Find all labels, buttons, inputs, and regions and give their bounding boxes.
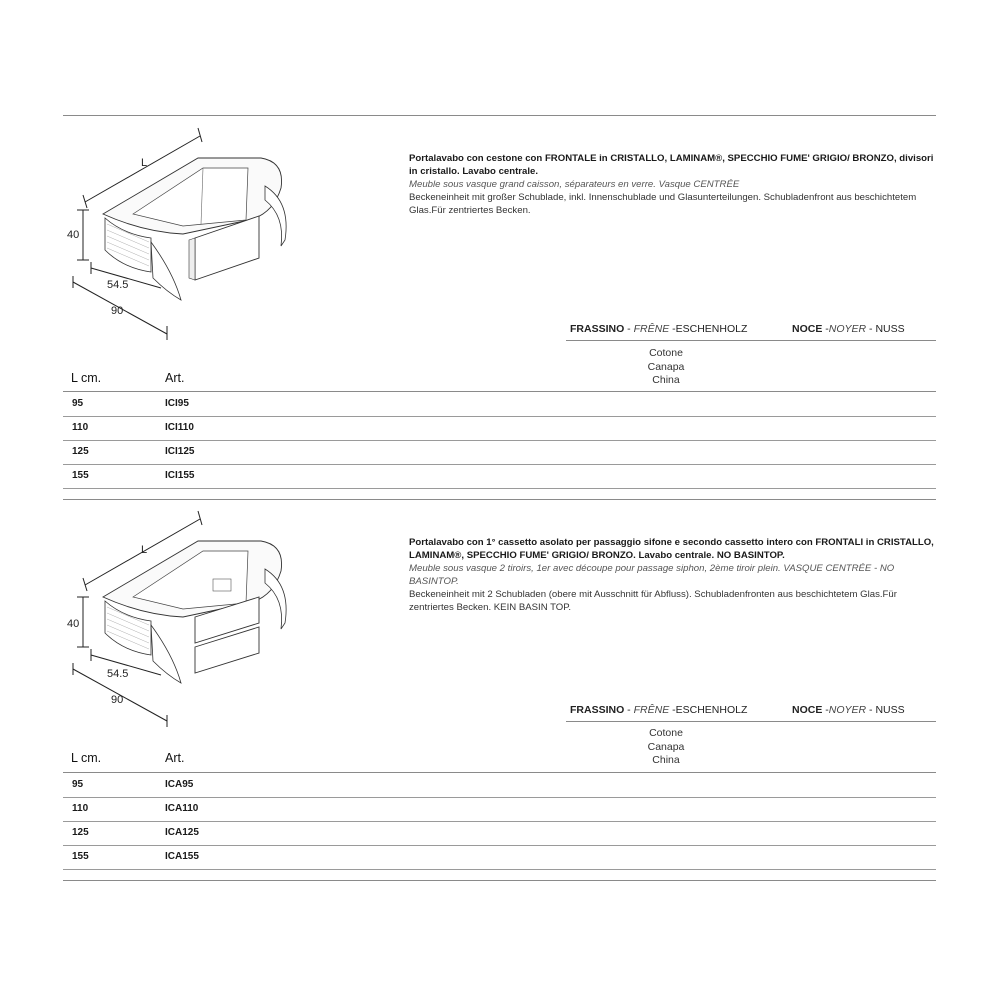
table-header-divider <box>63 772 936 773</box>
col-header-art: Art. <box>165 371 185 385</box>
table-row: 125 ICA125 <box>63 822 936 846</box>
product-description-1 <box>409 152 936 217</box>
description-fr: Meuble sous vasque 2 tiroirs, 1er avec découpe pour passage siphon, 2ème tiroir plein. VASQUE CENTRÉE - NO BASINTOP. <box>409 563 895 587</box>
bottom-divider <box>63 880 936 881</box>
color-china: China <box>652 374 680 386</box>
color-canapa: Canapa <box>647 740 685 753</box>
col-header-l: L cm. <box>71 371 102 385</box>
color-cotone: Cotone <box>649 727 683 739</box>
finish-noce: NOCE -NOYER - NUSS <box>792 323 905 335</box>
col-header-art: Art. <box>165 751 185 765</box>
table-row: 110 ICI110 <box>63 417 936 441</box>
dim-w-label: 90 <box>111 694 124 706</box>
table-row: 155 ICI155 <box>63 465 936 489</box>
dim-w-label: 90 <box>111 305 124 317</box>
table-row: 155 ICA155 <box>63 846 936 870</box>
color-list-1 <box>626 347 706 388</box>
section-divider <box>63 499 936 500</box>
vanity-drawing-2 <box>63 505 303 745</box>
table-row: 95 ICA95 <box>63 774 936 798</box>
table-header-divider <box>63 391 936 392</box>
finish-divider <box>566 340 936 341</box>
color-canapa: Canapa <box>647 360 685 373</box>
dim-h-label: 40 <box>67 229 80 241</box>
dim-d-label: 54.5 <box>107 668 129 680</box>
vanity-drawing-1 <box>63 122 303 362</box>
dim-d-label: 54.5 <box>107 279 129 291</box>
finish-frassino: FRASSINO - FRÊNE -ESCHENHOLZ <box>570 704 748 716</box>
description-it: Portalavabo con 1° cassetto asolato per passaggio sifone e secondo cassetto intero con FRONTALI in CRISTALLO, LAMINAM®, SPECCHIO FUME' GRIGIO/ BRONZO. Lavabo centrale. NO BASINTOP. <box>409 537 934 561</box>
finish-frassino: FRASSINO - FRÊNE -ESCHENHOLZ <box>570 323 748 335</box>
table-row: 125 ICI125 <box>63 441 936 465</box>
table-row: 95 ICI95 <box>63 393 936 417</box>
color-china: China <box>652 754 680 766</box>
finish-noce: NOCE -NOYER - NUSS <box>792 704 905 716</box>
top-divider <box>63 115 936 116</box>
dim-l-label: L <box>141 157 148 169</box>
color-cotone: Cotone <box>649 347 683 359</box>
description-it: Portalavabo con cestone con FRONTALE in CRISTALLO, LAMINAM®, SPECCHIO FUME' GRIGIO/ BRONZO, divisori in cristallo. Lavabo centrale. <box>409 153 934 177</box>
finish-divider <box>566 721 936 722</box>
description-de: Beckeneinheit mit großer Schublade, inkl. Innenschublade und Glasunterteilungen. Schubladenfront aus beschichtetem Glas.Für zentriertes Becken. <box>409 192 917 216</box>
description-de: Beckeneinheit mit 2 Schubladen (obere mit Ausschnitt für Abfluss). Schubladenfronten aus beschichtetem Glas.Für zentriertes Becken. KEIN BASIN TOP. <box>409 589 897 613</box>
dim-h-label: 40 <box>67 618 80 630</box>
description-fr: Meuble sous vasque grand caisson, séparateurs en verre. Vasque CENTRÉE <box>409 179 740 190</box>
color-list-2 <box>626 727 706 768</box>
col-header-l: L cm. <box>71 751 102 765</box>
table-row: 110 ICA110 <box>63 798 936 822</box>
product-description-2 <box>409 536 936 614</box>
dim-l-label: L <box>141 544 148 556</box>
